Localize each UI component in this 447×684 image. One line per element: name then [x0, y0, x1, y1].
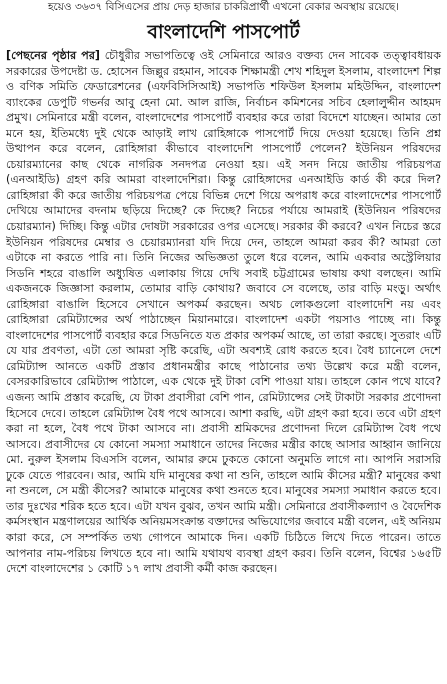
article-headline: বাংলাদেশি পাসপোর্ট — [147, 21, 300, 43]
previous-article-last-line: হয়েও ৩৬৩৭ বিসিএসের প্রায় দেড় হাজার চাকরিপ্রার্থী এখনো বেকার অবস্থায় রয়েছে। — [48, 1, 399, 13]
continuation-kicker: [পেছনের পৃষ্ঠার পর] — [6, 49, 100, 62]
article-body — [6, 48, 441, 577]
article-body-text: চৌধুরীর সভাপতিত্বে ওই সেমিনারে আরও বক্তব্য দেন সাবেক তত্ত্বাবধায়ক সরকারের উপদেষ্টা ড. হোসেন জিল্লুর রহমান, সাবেক শিক্ষামন্ত্রী শেখ শহিদুল ইসলাম, বাংলাদেশ শিল্প ও বণিক সমিতি ফেডারেশনের (এফবিসিসিআই) সভাপতি শফিউল ইসলাম মহিউদ্দিন, বাংলাদেশ ব্যাংকের ডেপুটি গভর্নর আবু হেনা মো. আল রাজি, নির্বাচন কমিশনের সচিব হেলালুদ্দীন আহমদ প্রমুখ। সেমিনারে মন্ত্রী বলেন, বাংলাদেশের পাসপোর্ট ব্যবহার করে তারা বিদেশে যাচ্ছেন। আমার তো মনে হয়, ইতিমধ্যে দুই থেকে আড়াই লাখ রোহিঙ্গাকে পাসপোর্ট দিয়ে দেওয়া হয়েছে। তিনি প্রশ্ন উত্থাপন করে বলেন, রোহিঙ্গারা কীভাবে বাংলাদেশি পাসপোর্ট পেলেন? ইউনিয়ন পরিষদের চেয়ারম্যানের কাছ থেকে নাগরিক সনদপত্র নেওয়া হয়। এই সনদ নিয়ে জাতীয় পরিচয়পত্র (এনআইডি) গ্রহণ করি আমরা বাংলাদেশিরা। কিন্তু রোহিঙ্গাদের এনআইডি কার্ড কী করে দিল? রোহিঙ্গারা কী করে জাতীয় পরিচয়পত্র পেয়ে বিভিন্ন দেশে গিয়ে অপরাধ করে বাংলাদেশের পাসপোর্ট দেখিয়ে আমাদের বদনাম ছড়িয়ে দিচ্ছে? কে দিচ্ছে? নিচের পর্যায়ে আমরাই (ইউনিয়ন পরিষদের চেয়ারম্যান) দিচ্ছি। কিন্তু এটার দোষটা সরকারের ওপর এসেছে। সরকার কী করবে? এখন নিচের স্তরে ইউনিয়ন পরিষদের মেম্বার ও চেয়ারম্যানরা যদি দিয়ে দেন, তাহলে আমরা করব কী? আমরা তো এটাকে না করতে পারি না। তিনি নিজের অভিজ্ঞতা তুলে ধরে বলেন, আমি একবার অস্ট্রেলিয়ার সিডনি শহরে বাঙালি অধ্যুষিত এলাকায় গিয়ে দেখি সবাই চট্টগ্রামের ভাষায় কথা বলছেন। আমি একজনকে জিজ্ঞাসা করলাম, তোমার বাড়ি কোথায়? জবাবে সে বলেছে, তার বাড়ি মংড়ু। অর্থাৎ রোহিঙ্গারা বাঙালি হিসেবে সেখানে অপকর্ম করছেন। অথচ লোকগুলো বাংলাদেশি নয় এবং রোহিঙ্গারা রেমিট্যান্সের অর্থ পাঠাচ্ছেন মিয়ানমারে। বাংলাদেশ একটা পয়সাও পাচ্ছে না। কিন্তু বাংলাদেশের পাসপোর্ট ব্যবহার করে সিডনিতে যত প্রকার অপকর্ম আছে, তা তারা করছে। সুতরাং এটি যে যার প্রবণতা, এটা তো আমরা সৃষ্টি করেছি, এটা অবশ্যই রোধ করতে হবে। বৈধ চ্যানেলে দেশে রেমিট্যান্স আনতে একটি প্রস্তাব প্রধানমন্ত্রীর কাছে পাঠানোর তথ্য উল্লেখ করে মন্ত্রী বলেন, বেসরকারিভাবে রেমিট্যান্স পাঠালে, এক থেকে দুই টাকা বেশি পাওয়া যায়। তাহলে কোন পথে যাবে? এজন্য আমি প্রস্তাব করেছি, যে টাকা প্রবাসীরা বেশি পান, রেমিট্যান্সের সেই টাকাটা সরকার প্রণোদনা হিসেবে দেবে। তাহলে রেমিট্যান্স বৈধ পথে আসবে। আশা করছি, এটা গ্রহণ করা হবে। তবে এটা গ্রহণ করা না হলে, বৈধ পথে টাকা আসবে না। প্রবাসী শ্রমিকদের প্রণোদনা দিলে রেমিট্যান্স বৈধ পথে আসবে। প্রবাসীদের যে কোনো সমস্যা সমাধানে তাদের নিজের মন্ত্রীর কাছে আসার আহ্বান জানিয়ে মো. নুরুল ইসলাম বিএসসি বলেন, আমার রুমে ঢুকতে কোনো অনুমতি লাগে না। আপনি সরাসরি ঢুকে যেতে পারবেন। আর, আমি যদি মানুষের কথা না শুনি, তাহলে আমি কীসের মন্ত্রী? মানুষের কথা না শুনলে, সে মন্ত্রী কীসের? আমাকে মানুষের কথা শুনতে হবে। মানুষের সমস্যা সমাধান করতে হবে। তার দুঃখের শরিক হতে হবে। এটা যখন বুঝব, তখন আমি মন্ত্রী। সেমিনারে প্রবাসীকল্যাণ ও বৈদেশিক কর্মসংস্থান মন্ত্রণালয়ের আর্থিক অনিয়মসংক্রান্ত বক্তাদের অভিযোগের জবাবে মন্ত্রী বলেন, এই অনিয়ম কারা করে, সে সম্পর্কিত তথ্য গোপনে আমাকে দিন। একটি চিঠিতে লিখে দিতে পারেন। তাতে আপনার নাম-পরিচয় লিখতে হবে না। আমি যথাযথ ব্যবস্থা গ্রহণ করব। তিনি বলেন, বিশ্বের ১৬৫টি দেশে বাংলাদেশের ১ কোটি ১৭ লাখ প্রবাসী কর্মী কাজ করছেন। — [6, 49, 441, 576]
